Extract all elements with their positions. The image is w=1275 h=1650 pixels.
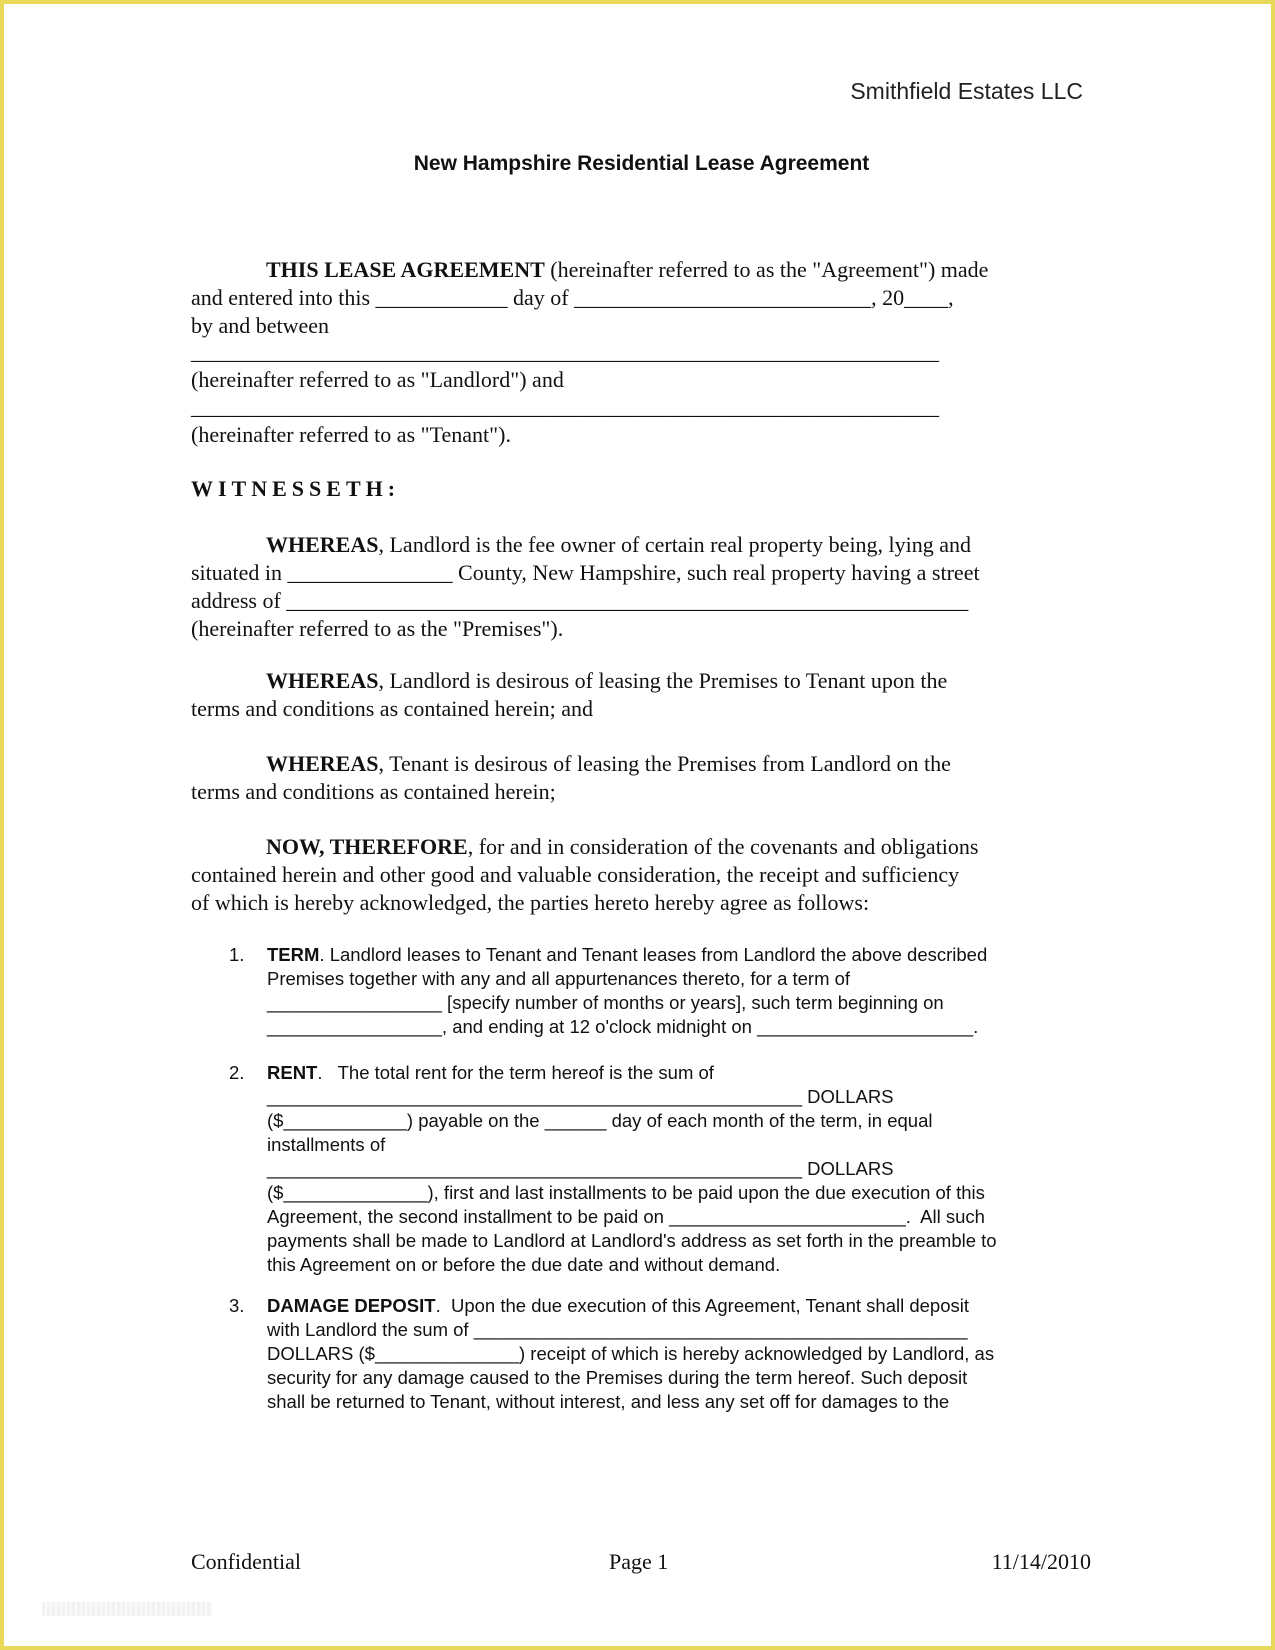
section-number: 3. (229, 1295, 245, 1316)
section-line: ($______________), first and last installments to be paid upon the due execution of this (267, 1182, 985, 1203)
whereas-2-lead: WHEREAS (266, 668, 379, 693)
section-line: payments shall be made to Landlord at Landlord's address as set forth in the preamble to (267, 1230, 997, 1251)
whereas-3-line1: , Tenant is desirous of leasing the Premises from Landlord on the (378, 751, 951, 776)
watermark (42, 1602, 212, 1616)
document-title: New Hampshire Residential Lease Agreement (413, 152, 870, 175)
whereas-paragraph-2 (191, 667, 1091, 723)
whereas-1-line2: situated in _______________ County, New Hampshire, such real property having a street (191, 560, 980, 585)
whereas-2-line1: , Landlord is desirous of leasing the Premises to Tenant upon the (378, 668, 948, 693)
section-line: . The total rent for the term hereof is the sum of (317, 1062, 714, 1083)
section-line: security for any damage caused to the Premises during the term hereof. Such deposit (267, 1367, 968, 1388)
section-line: Premises together with any and all appurtenances thereto, for a term of (267, 968, 851, 989)
whereas-paragraph-1 (191, 531, 1091, 643)
tenant-name-blank: ____________________________________________________________________ (191, 394, 939, 419)
section-number: 2. (229, 1062, 245, 1083)
section-line: installments of (267, 1134, 386, 1155)
section-term (229, 943, 1091, 1039)
whereas-1-line4: (hereinafter referred to as the "Premises"). (191, 616, 564, 641)
landlord-name-blank: ____________________________________________________________________ (191, 339, 939, 364)
section-line: ____________________________________________________ DOLLARS (267, 1158, 894, 1179)
intro-line1: (hereinafter referred to as the "Agreement") made (544, 257, 989, 282)
whereas-1-line3: address of ______________________________________________________________ (191, 588, 969, 613)
whereas-3-line2: terms and conditions as contained herein; (191, 779, 556, 804)
now-therefore-paragraph (191, 833, 1091, 917)
intro-line2: and entered into this ____________ day of ___________________________, 20____, (191, 285, 954, 310)
section-line: _________________, and ending at 12 o'clock midnight on _____________________. (267, 1016, 979, 1037)
whereas-paragraph-3 (191, 750, 1091, 806)
whereas-1-lead: WHEREAS (266, 532, 379, 557)
whereas-3-lead: WHEREAS (266, 751, 379, 776)
now-therefore-line1: , for and in consideration of the covenants and obligations (467, 834, 979, 859)
now-therefore-line3: of which is hereby acknowledged, the parties hereto hereby agree as follows: (191, 890, 870, 915)
footer-page-number: Page 1 (609, 1549, 669, 1574)
section-line: DOLLARS ($______________) receipt of which is hereby acknowledged by Landlord, as (267, 1343, 995, 1364)
section-line: . Upon the due execution of this Agreement, Tenant shall deposit (435, 1295, 970, 1316)
whereas-1-line1: , Landlord is the fee owner of certain real property being, lying and (378, 532, 972, 557)
section-number: 1. (229, 944, 245, 965)
section-rent (229, 1061, 1091, 1277)
section-line: Agreement, the second installment to be paid on _______________________. All such (267, 1206, 985, 1227)
section-line: _________________ [specify number of months or years], such term beginning on (267, 992, 944, 1013)
tenant-label: (hereinafter referred to as "Tenant"). (191, 422, 511, 447)
section-line: ____________________________________________________ DOLLARS (267, 1086, 894, 1107)
section-line: . Landlord leases to Tenant and Tenant leases from Landlord the above described (319, 944, 988, 965)
company-name: Smithfield Estates LLC (850, 78, 1083, 104)
section-heading: DAMAGE DEPOSIT (267, 1295, 436, 1316)
section-line: shall be returned to Tenant, without interest, and less any set off for damages to the (267, 1391, 950, 1412)
section-heading: TERM (267, 944, 320, 965)
intro-lead: THIS LEASE AGREEMENT (266, 257, 545, 282)
section-line: ($____________) payable on the ______ day of each month of the term, in equal (267, 1110, 933, 1131)
landlord-label: (hereinafter referred to as "Landlord") and (191, 367, 564, 392)
now-therefore-lead: NOW, THEREFORE (266, 834, 468, 859)
section-line: this Agreement on or before the due date and without demand. (267, 1254, 781, 1275)
now-therefore-line2: contained herein and other good and valuable consideration, the receipt and sufficiency (191, 862, 960, 887)
intro-line3: by and between (191, 313, 330, 338)
intro-paragraph (191, 256, 1091, 340)
witnesseth-heading: WITNESSETH: (191, 476, 401, 501)
section-heading: RENT (267, 1062, 318, 1083)
section-damage-deposit (229, 1294, 1091, 1414)
whereas-2-line2: terms and conditions as contained herein; and (191, 696, 593, 721)
footer-date: 11/14/2010 (991, 1549, 1091, 1574)
section-line: with Landlord the sum of ________________________________________________ (267, 1319, 968, 1340)
footer-confidential: Confidential (191, 1549, 301, 1574)
